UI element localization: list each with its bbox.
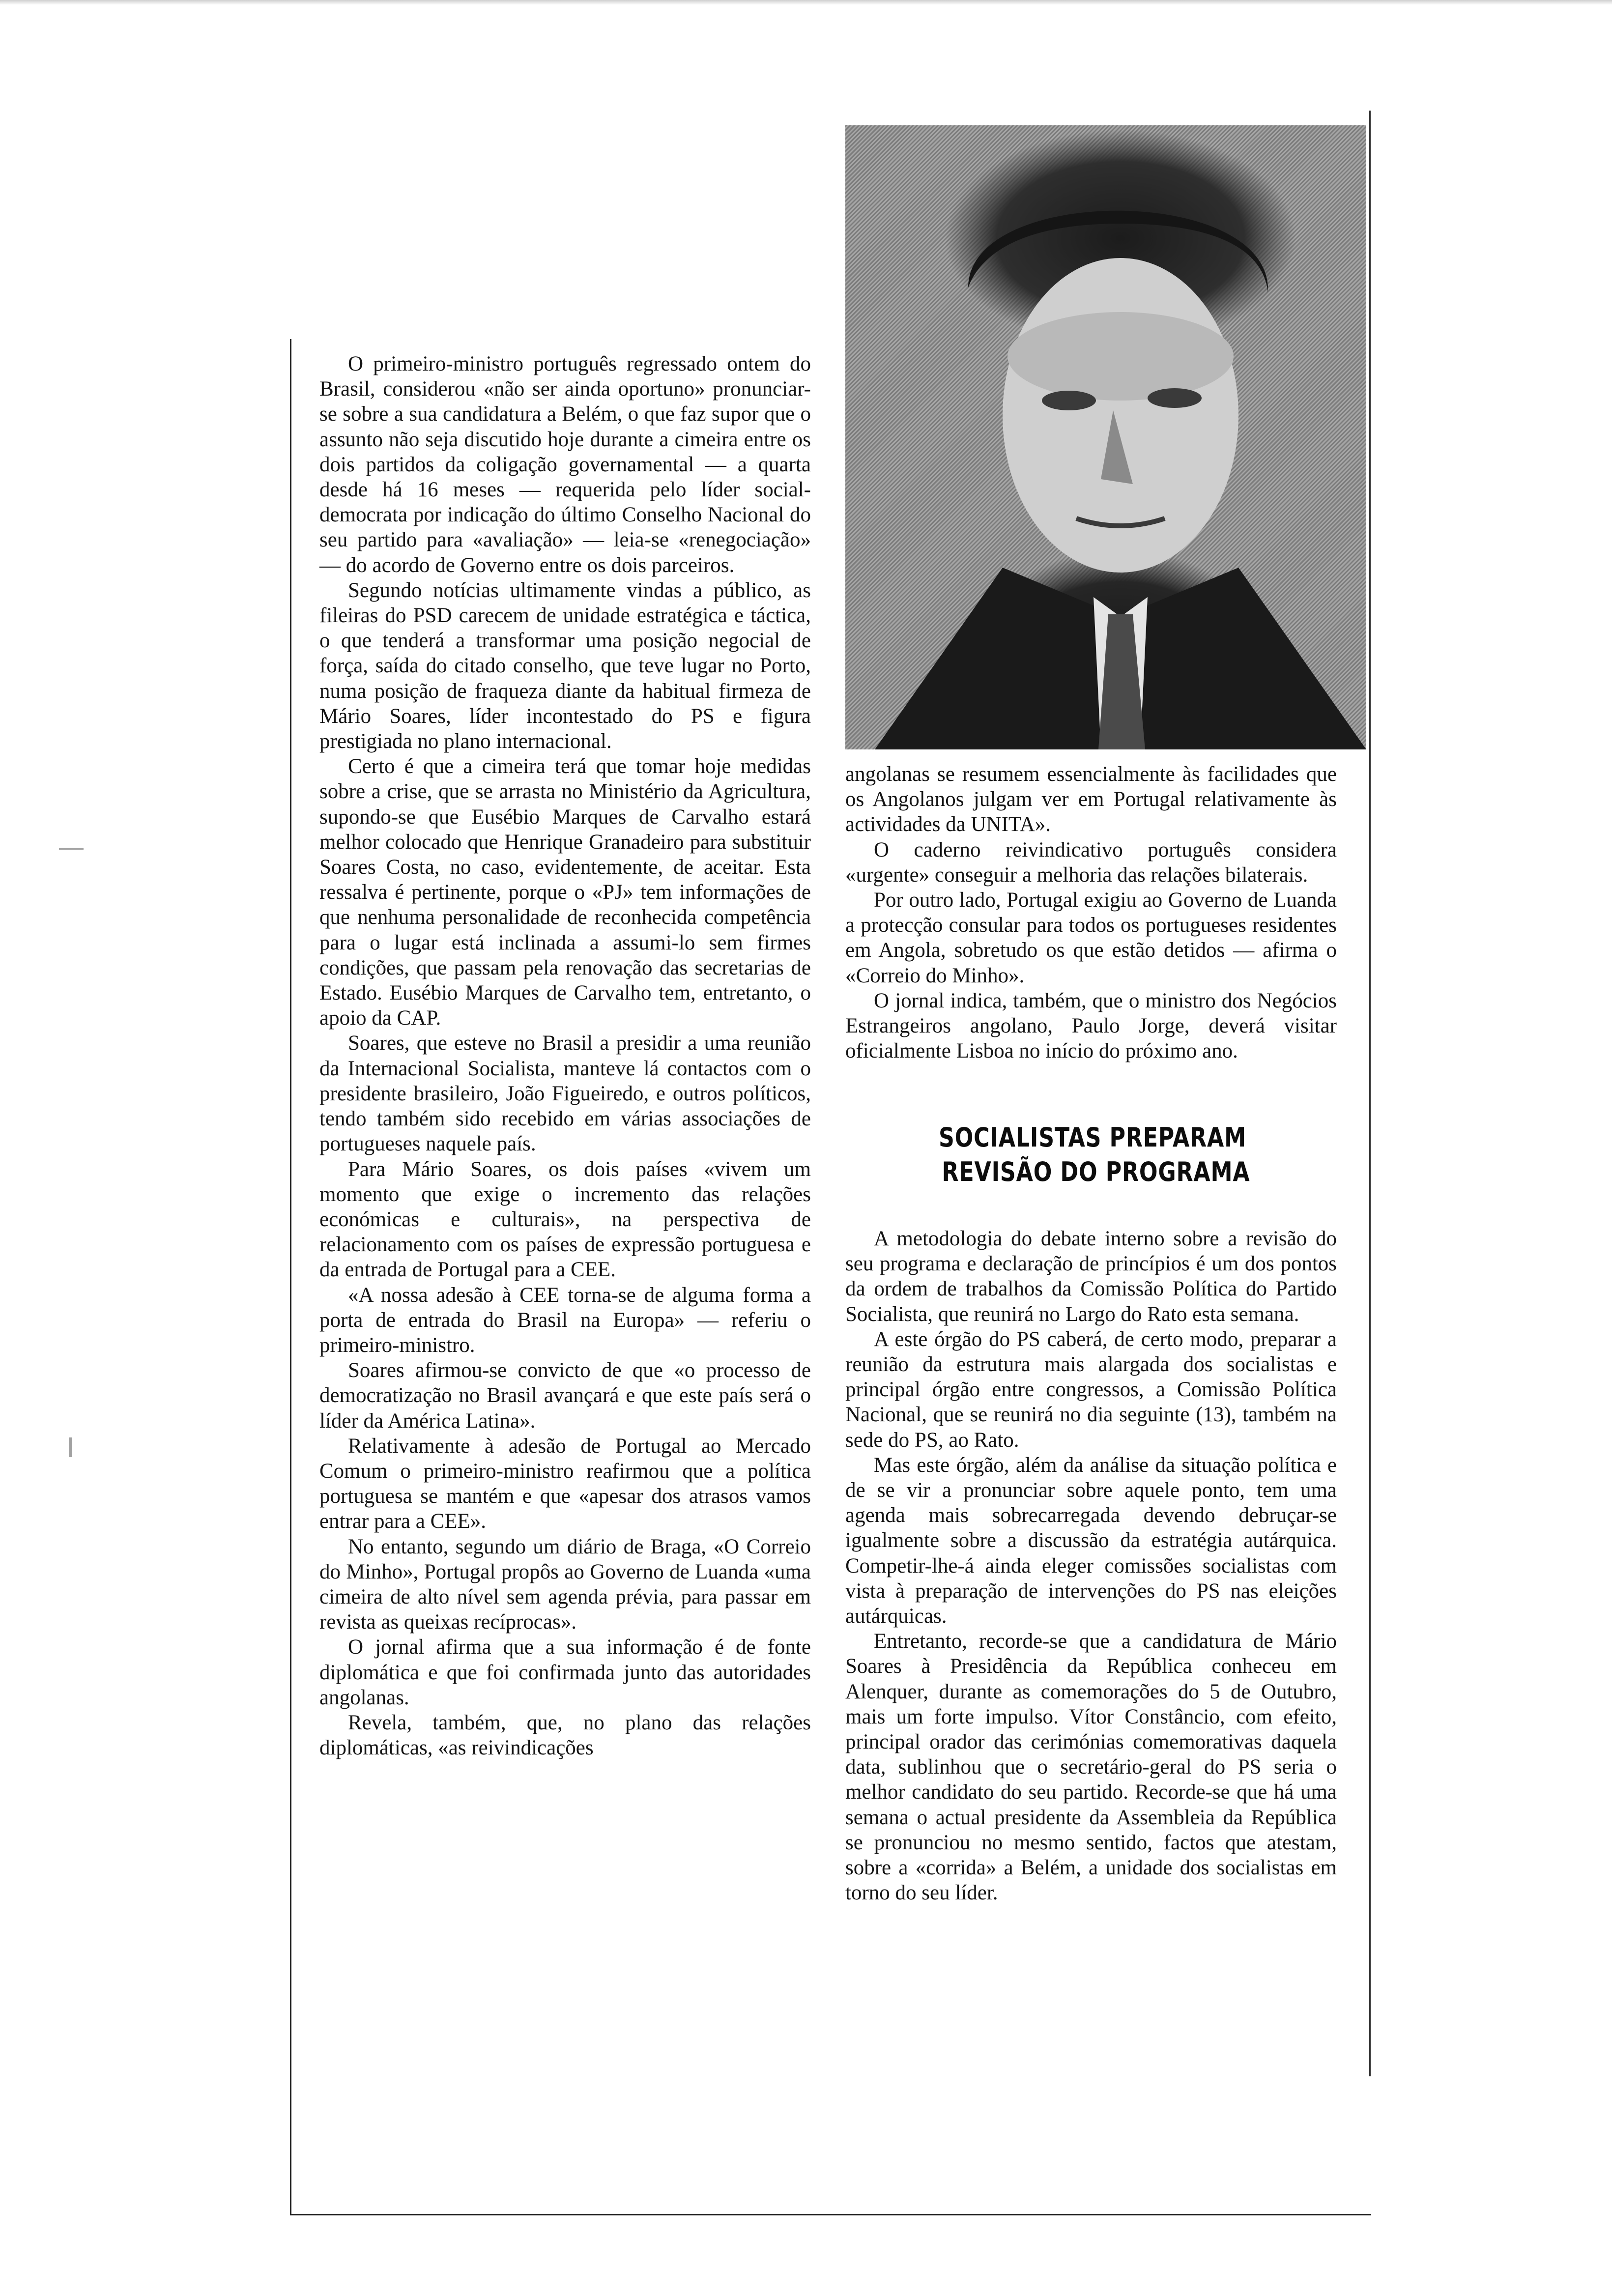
paragraph: angolanas se resumem essencialmente às facilidades que os Angolanos julgam ver em Portugal relativamente às actividades da UNITA». [845, 763, 1337, 836]
paragraph: Segundo notícias ultimamente vindas a público, as fileiras do PSD carecem de unidade estratégica e táctica, o que tenderá a transformar uma posição negocial de força, saída do citado conselho, que teve lugar no Porto, numa posição de fraqueza diante da habitual firmeza de Mário Soares, líder incontestado do PS e figura prestigiada no plano internacional. [319, 578, 811, 753]
paragraph: O caderno reivindicativo português considera «urgente» conseguir a melhoria das relações bilaterais. [845, 838, 1337, 887]
paragraph: Relativamente à adesão de Portugal ao Mercado Comum o primeiro-ministro reafirmou que a política portuguesa se mantém e que «apesar dos atrasos vamos entrar para a CEE». [319, 1434, 811, 1533]
paragraph: O jornal indica, também, que o ministro dos Negócios Estrangeiros angolano, Paulo Jorge, deverá visitar oficialmente Lisboa no início do próximo ano. [845, 989, 1337, 1063]
paragraph: A metodologia do debate interno sobre a revisão do seu programa e declaração de princípios é um dos pontos da ordem de trabalhos da Comissão Política do Partido Socialista, que reunirá no Largo do Rato esta semana. [845, 1227, 1337, 1326]
subheading-line: SOCIALISTAS PREPARAM [939, 1122, 1246, 1153]
section-subheading [939, 1120, 1250, 1189]
paragraph: Soares afirmou-se convicto de que «o processo de democratização no Brasil avançará e que este país será o líder da América Latina». [319, 1359, 811, 1433]
paragraph: Soares, que esteve no Brasil a presidir a uma reunião da Internacional Socialista, manteve lá contactos com o presidente brasileiro, João Figueiredo, e outros políticos, tendo também sido recebido em várias associações de portugueses naquele país. [319, 1032, 811, 1156]
paragraph: Entretanto, recorde-se que a candidatura de Mário Soares à Presidência da República conheceu em Alenquer, durante as comemorações do 5 de Outubro, mais um forte impulso. Vítor Constâncio, com efeito, principal orador das cerimónias comemorativas daquela data, sublinhou que o secretário-geral do PS seria o melhor candidato do seu partido. Recorde-se que há uma semana o actual presidente da Assembleia da República se pronunciou no mesmo sentido, factos que atestam, sobre a «corrida» a Belém, a unidade dos socialistas em torno do seu líder. [845, 1630, 1337, 1905]
portrait-drawing [845, 125, 1366, 749]
scan-edge [0, 0, 1612, 5]
left-border-rule [290, 339, 291, 2214]
paragraph: Mas este órgão, além da análise da situação política e de se vir a pronunciar sobre aquele ponto, tem uma agenda mais sobrecarregada devendo debruçar-se igualmente sobre a discussão da estratégia autárquica. Competir-lhe-á ainda eleger comissões socialistas com vista à preparação de intervenções do PS nas eleições autárquicas. [845, 1453, 1337, 1628]
article-right-column-bottom [845, 1226, 1337, 1905]
newspaper-clipping [290, 111, 1376, 2229]
article-left-column [319, 351, 811, 1760]
paragraph: No entanto, segundo um diário de Braga, «O Correio do Minho», Portugal propôs ao Governo de Luanda «uma cimeira de alto nível sem agenda prévia, para passar em revista as queixas recíprocas». [319, 1535, 811, 1634]
scan-mark [59, 848, 84, 850]
bottom-border-rule [290, 2214, 1371, 2215]
paragraph: «A nossa adesão à CEE torna-se de alguma forma a porta de entrada do Brasil na Europa» — referiu o primeiro-ministro. [319, 1283, 811, 1357]
scan-mark [69, 1437, 72, 1457]
paragraph: O jornal afirma que a sua informação é de fonte diplomática e que foi confirmada junto das autoridades angolanas. [319, 1636, 811, 1709]
paragraph: Para Mário Soares, os dois países «vivem um momento que exige o incremento das relações económicas e culturais», na perspectiva de relacionamento com os países de expressão portuguesa e da entrada de Portugal para a CEE. [319, 1157, 811, 1282]
right-border-rule [1369, 111, 1371, 2076]
article-right-column-top [845, 762, 1337, 1063]
paragraph: O primeiro-ministro português regressado ontem do Brasil, considerou «não ser ainda oportuno» pronunciar-se sobre a sua candidatura a Belém, o que faz supor que o assunto não seja discutido hoje durante a cimeira entre os dois partidos da coligação governamental — a quarta desde há 16 meses — requerida pelo líder social-democrata por indicação do último Conselho Nacional do seu partido para «avaliação» — leia-se «renegociação» — do acordo de Governo entre os dois parceiros. [319, 352, 811, 577]
subheading-line: REVISÃO DO PROGRAMA [942, 1156, 1250, 1187]
paragraph: Por outro lado, Portugal exigiu ao Governo de Luanda a protecção consular para todos os portugueses residentes em Angola, sobretudo os que estão detidos — afirma o «Correio do Minho». [845, 889, 1337, 987]
paragraph: Revela, também, que, no plano das relações diplomáticas, «as reivindicações [319, 1711, 811, 1760]
portrait-photo [845, 125, 1366, 749]
paragraph: Certo é que a cimeira terá que tomar hoje medidas sobre a crise, que se arrasta no Ministério da Agricultura, supondo-se que Eusébio Marques de Carvalho estará melhor colocado que Henrique Granadeiro para substituir Soares Costa, no caso, evidentemente, de aceitar. Esta ressalva é pertinente, porque o «PJ» tem informações de que nenhuma personalidade de reconhecida competência para o lugar está inclinada a assumi-lo sem firmes condições, que passam pela renovação das secretarias de Estado. Eusébio Marques de Carvalho tem, entretanto, o apoio da CAP. [319, 755, 811, 1030]
paragraph: A este órgão do PS caberá, de certo modo, preparar a reunião da estrutura mais alargada dos socialistas e principal órgão entre congressos, a Comissão Política Nacional, que se reunirá no dia seguinte (13), também na sede do PS, ao Rato. [845, 1327, 1337, 1452]
